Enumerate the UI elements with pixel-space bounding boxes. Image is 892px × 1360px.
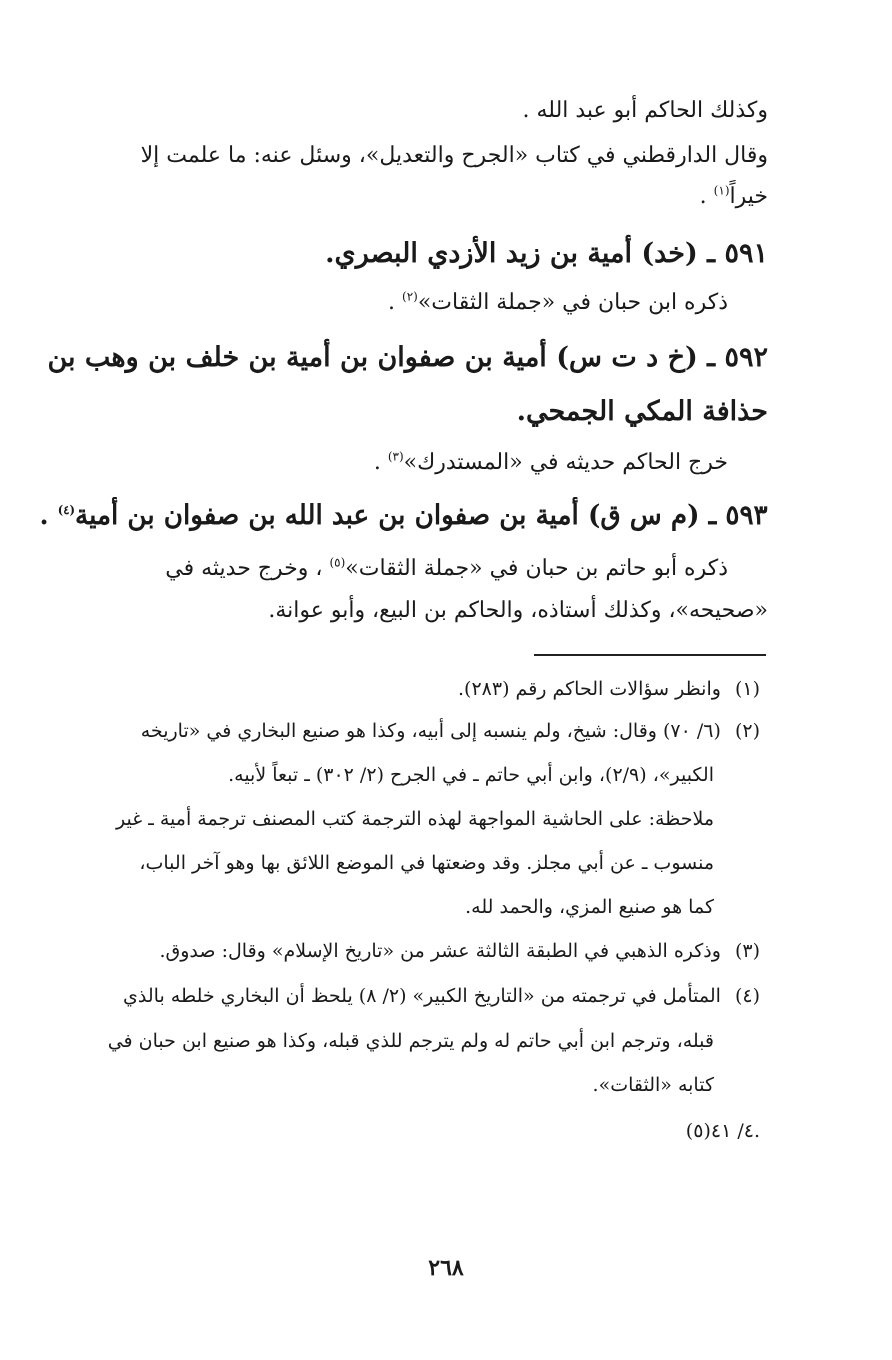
footnote-ref-5: (٥)	[329, 555, 346, 570]
footnote-separator	[534, 654, 766, 656]
body-line-3-text: خيراً	[729, 184, 768, 209]
footnote-2-note-2: منسوب ـ عن أبي مجلز. وقد وضعتها في الموضع اللائق بها وهو آخر الباب،	[139, 852, 714, 874]
footnote-3-number: (٣)	[734, 940, 760, 962]
footnote-ref-4: (٤)	[58, 503, 76, 517]
footnote-2-text-1: (٦/ ٧٠) وقال: شيخ، ولم ينسبه إلى أبيه، وكذا هو صنيع البخاري في «تاريخه	[140, 720, 721, 742]
footnote-4-text-1: المتأمل في ترجمته من «التاريخ الكبير» (٢/ ٨) يلحظ أن البخاري خلطه بالذي	[123, 985, 721, 1007]
entry-593-heading-end: .	[39, 500, 59, 531]
footnote-5-number: (٥)	[685, 1120, 711, 1142]
entry-592-heading-line-2: حذافة المكي الجمحي.	[516, 396, 768, 427]
footnote-ref-3: (٣)	[387, 449, 404, 464]
body-line-3	[700, 184, 768, 209]
page-number: ٢٦٨	[428, 1255, 464, 1281]
entry-592-text	[374, 450, 728, 475]
footnote-4-line-3: كتابه «الثقات».	[592, 1074, 714, 1096]
footnote-1	[458, 678, 760, 700]
footnote-4-line-2: قبله، وترجم ابن أبي حاتم له ولم يترجم للذي قبله، وكذا هو صنيع ابن حبان في	[107, 1030, 714, 1052]
entry-593-heading-text: ٥٩٣ ـ (م س ق) أمية بن صفوان بن عبد الله بن صفوان بن أمية	[75, 500, 768, 531]
footnote-1-number: (١)	[734, 678, 760, 700]
entry-591-text	[388, 290, 728, 315]
entry-592-text-main: خرج الحاكم حديثه في «المستدرك»	[403, 450, 728, 475]
entry-593-text-line-2: «صحيحه»، وكذلك أستاذه، والحاكم بن البيع، وأبو عوانة.	[268, 598, 768, 623]
footnote-3	[159, 940, 760, 962]
footnote-4-line-1	[123, 985, 760, 1007]
entry-593-text-line-1	[165, 556, 728, 581]
entry-593-text-1b: ، وخرج حديثه في	[165, 556, 330, 581]
footnote-2-note-3: كما هو صنيع المزي، والحمد لله.	[465, 896, 714, 918]
entry-592-heading-line-1: ٥٩٢ ـ (خ د ت س) أمية بن صفوان بن أمية بن خلف بن وهب بن	[47, 342, 768, 373]
footnote-ref-2: (٢)	[402, 289, 418, 304]
footnote-3-text: وذكره الذهبي في الطبقة الثالثة عشر من «تاريخ الإسلام» وقال: صدوق.	[159, 940, 721, 962]
footnote-5-text: ٤/ ٤١.	[710, 1120, 760, 1142]
footnote-2-note-1: ملاحظة: على الحاشية المواجهة لهذه الترجمة كتب المصنف ترجمة أمية ـ غير	[116, 808, 714, 830]
footnote-4-number: (٤)	[734, 985, 760, 1007]
entry-592-text-end: .	[373, 450, 388, 475]
entry-593-heading	[40, 500, 768, 531]
body-line-3-end: .	[699, 184, 714, 209]
footnote-ref-1: (١)	[713, 183, 730, 198]
footnote-5	[672, 1120, 760, 1142]
body-line-1: وكذلك الحاكم أبو عبد الله .	[522, 98, 768, 123]
entry-591-heading: ٥٩١ ـ (خد) أمية بن زيد الأزدي البصري.	[325, 238, 768, 269]
footnote-1-text: وانظر سؤالات الحاكم رقم (٢٨٣).	[458, 678, 721, 700]
body-line-2: وقال الدارقطني في كتاب «الجرح والتعديل»، وسئل عنه: ما علمت إلا	[140, 143, 768, 168]
footnote-2-number: (٢)	[734, 720, 760, 742]
entry-591-text-main: ذكره ابن حبان في «جملة الثقات»	[417, 290, 728, 315]
entry-593-text-1a: ذكره أبو حاتم بن حبان في «جملة الثقات»	[345, 556, 728, 581]
footnote-2-line-1	[141, 720, 760, 742]
footnote-2-line-2: الكبير»، (٢/٩)، وابن أبي حاتم ـ في الجرح (٢/ ٣٠٢) ـ تبعاً لأبيه.	[228, 764, 714, 786]
entry-591-text-end: .	[388, 290, 403, 315]
